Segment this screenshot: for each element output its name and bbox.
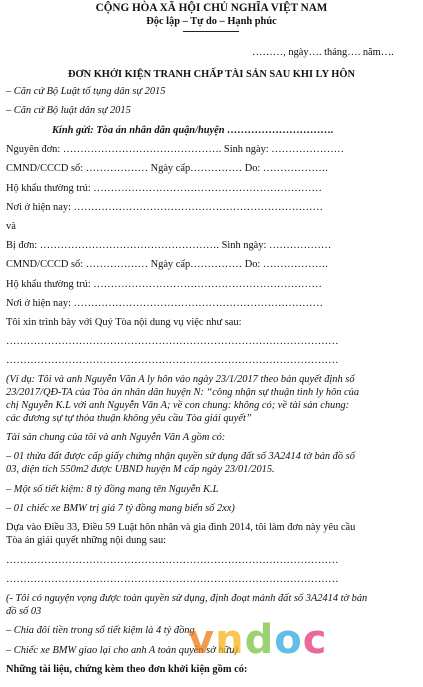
country-header: CỘNG HÒA XÃ HỘI CHỦ NGHĨA VIỆT NAM — [95, 2, 328, 14]
defendant-name: Bị đơn: ……………………………………………. Sinh ngày: ……………… — [6, 240, 332, 251]
example-line-3: chị Nguyễn K.L với anh Nguyễn Văn A; về con chung: không có; về tài sản chung: — [6, 400, 350, 411]
defendant-id: CMND/CCCD số: ……………… Ngày cấp…………… Do: ………………. — [6, 259, 328, 270]
request-line-1: Dựa vào Điều 33, Điều 59 Luật hôn nhân và gia đình 2014, tôi làm đơn này yêu cầu — [6, 522, 356, 533]
blank-line-2: …………………………………………………………………………………… — [6, 355, 339, 366]
request-example-1: (- Tôi có nguyện vọng được toàn quyền sử dụng, định đoạt mảnh đất số 3A2414 tờ bản — [6, 593, 368, 604]
document-title: ĐƠN KHỞI KIỆN TRANH CHẤP TÀI SẢN SAU KHI LY HÔN — [68, 69, 355, 80]
plaintiff-household: Hộ khẩu thường trú: ………………………………………………………… — [6, 183, 322, 194]
request-example-4: – Chiếc xe BMW giao lại cho anh A toàn quyền sở hữu) — [6, 645, 238, 656]
request-line-2: Tòa án giải quyết những nội dung sau: — [6, 535, 167, 546]
intro-line: Tôi xin trình bày với Quý Tòa nội dung vụ việc như sau: — [6, 317, 242, 328]
asset-land-1: – 01 thửa đất được cấp giấy chứng nhận quyền sử dụng đất số 3A2414 tờ bản đồ số — [6, 451, 355, 462]
request-example-2: đồ số 03 — [6, 606, 42, 617]
motto-underline — [183, 31, 239, 32]
defendant-residence: Nơi ở hiện nay: ……………………………………………………………… — [6, 298, 323, 309]
blank-line-3: …………………………………………………………………………………… — [6, 555, 339, 566]
blank-line-1: …………………………………………………………………………………… — [6, 336, 339, 347]
example-line-1: (Ví dụ: Tôi và anh Nguyễn Văn A ly hôn vào ngày 23/1/2017 theo bản quyết định số — [6, 374, 355, 385]
legal-basis-2: – Căn cứ Bộ luật dân sự 2015 — [6, 105, 131, 116]
defendant-household: Hộ khẩu thường trú: ………………………………………………………… — [6, 279, 322, 290]
asset-car: – 01 chiếc xe BMW trị giá 7 tỷ đồng mang biển số 2xx) — [6, 503, 235, 514]
national-motto: Độc lập – Tự do – Hạnh phúc — [146, 16, 277, 27]
asset-savings: – Một số tiết kiệm: 8 tỷ đồng mang tên Nguyễn K.L — [6, 484, 219, 495]
date-line: ………, ngày…. tháng…. năm…. — [252, 47, 394, 58]
example-line-2: 23/2017/QĐ-TA của Tòa án nhân dân huyện N: “công nhận sự thuận tình ly hôn của — [6, 387, 360, 398]
asset-land-2: 03, diện tích 550m2 được UBND huyện M cấp ngày 23/01/2015. — [6, 464, 275, 475]
watermark-letters: vndoc — [188, 617, 328, 663]
request-example-3: – Chia đôi tiền trong sổ tiết kiệm là 4 tỷ đồng — [6, 625, 195, 636]
blank-line-4: …………………………………………………………………………………… — [6, 574, 339, 585]
vndoc-watermark-logo — [168, 607, 328, 677]
example-line-4: các đương sự tự thỏa thuận không yêu cầu Tòa giải quyết” — [6, 413, 252, 424]
connector-and: và — [6, 221, 16, 232]
addressee: Kính gửi: Tòa án nhân dân quận/huyện …………………………. — [52, 125, 334, 136]
plaintiff-name: Nguyên đơn: ………………………………………. Sinh ngày: ………………… — [6, 144, 344, 155]
assets-intro: Tài sản chung của tôi và anh Nguyễn Văn A gồm có: — [6, 432, 226, 443]
legal-basis-1: – Căn cứ Bộ Luật tố tụng dân sự 2015 — [6, 86, 166, 97]
plaintiff-id: CMND/CCCD số: ……………… Ngày cấp…………… Do: ………………. — [6, 163, 328, 174]
plaintiff-residence: Nơi ở hiện nay: ……………………………………………………………… — [6, 202, 323, 213]
documents-heading: Những tài liệu, chứng kèm theo đơn khởi kiện gồm có: — [6, 664, 248, 675]
